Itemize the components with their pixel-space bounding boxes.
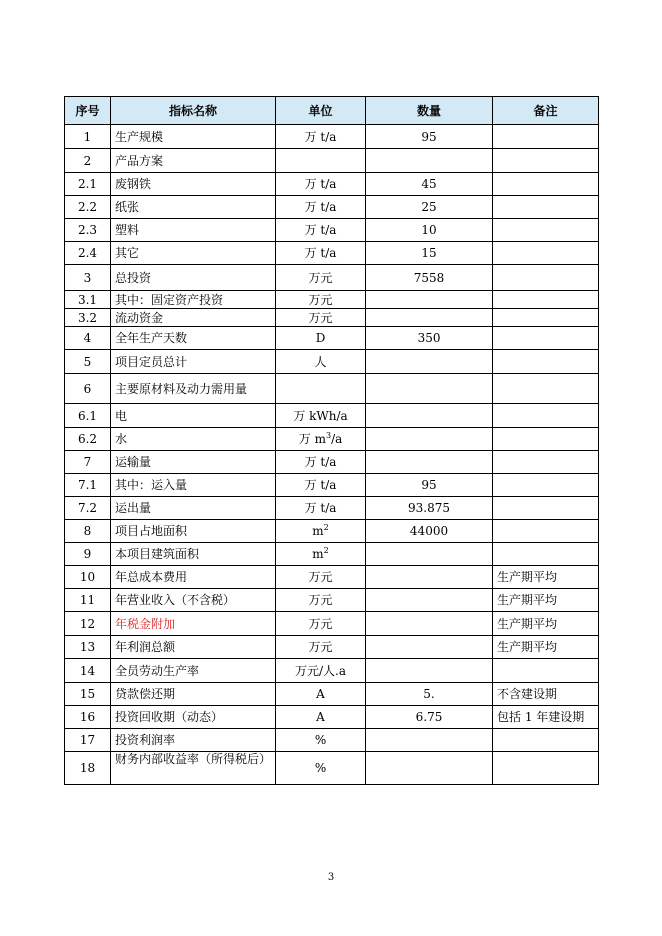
table-row [65,706,599,729]
row-no: 7 [65,451,111,474]
row-unit: 万 t/a [276,451,366,474]
row-qty [366,636,493,659]
table-row [65,428,599,451]
table-row [65,636,599,659]
row-note [493,374,599,404]
row-name: 总投资 [111,265,276,291]
unit-sup: 2 [323,546,329,555]
row-unit: 万元 [276,566,366,589]
unit-main: m [312,547,324,561]
row-name: 财务内部收益率（所得税后） [111,752,276,785]
row-note [493,219,599,242]
row-note [493,497,599,520]
row-qty [366,404,493,428]
row-unit [276,543,366,566]
row-qty [366,350,493,374]
row-unit [276,428,366,451]
table-row [65,497,599,520]
row-name: 电 [111,404,276,428]
row-unit: 万元/人.a [276,659,366,683]
row-no: 7.2 [65,497,111,520]
row-no: 4 [65,327,111,350]
table-row [65,612,599,636]
row-qty [366,309,493,327]
row-name: 项目占地面积 [111,520,276,543]
row-qty [366,428,493,451]
row-unit: 万 t/a [276,196,366,219]
header-no: 序号 [65,97,111,125]
row-note: 包括 1 年建设期 [493,706,599,729]
table-row [65,173,599,196]
row-qty: 5. [366,683,493,706]
row-qty [366,374,493,404]
row-qty: 6.75 [366,706,493,729]
row-note [493,404,599,428]
row-no: 15 [65,683,111,706]
row-qty [366,543,493,566]
row-note [493,729,599,752]
row-name: 全员劳动生产率 [111,659,276,683]
row-note: 生产期平均 [493,589,599,612]
row-qty: 7558 [366,265,493,291]
row-no: 11 [65,589,111,612]
table-header-row [65,97,599,125]
row-note [493,173,599,196]
row-note [493,543,599,566]
row-name: 主要原材料及动力需用量 [111,374,276,404]
row-name: 其中：运入量 [111,474,276,497]
row-note [493,149,599,173]
row-qty: 93.875 [366,497,493,520]
row-unit: 万 t/a [276,173,366,196]
row-no: 12 [65,612,111,636]
row-qty: 350 [366,327,493,350]
row-qty: 95 [366,125,493,149]
row-name: 项目定员总计 [111,350,276,374]
row-unit: 万元 [276,309,366,327]
row-name: 纸张 [111,196,276,219]
row-no: 8 [65,520,111,543]
row-unit: D [276,327,366,350]
row-no: 2.4 [65,242,111,265]
row-unit: 万 t/a [276,242,366,265]
row-name: 产品方案 [111,149,276,173]
table-row [65,350,599,374]
row-no: 3.2 [65,309,111,327]
table-row [65,659,599,683]
row-unit: 人 [276,350,366,374]
header-qty: 数量 [366,97,493,125]
row-no: 6 [65,374,111,404]
row-note [493,428,599,451]
unit-main: m [312,524,324,538]
unit-sup: 2 [323,523,329,532]
table-row [65,543,599,566]
table-row [65,125,599,149]
table-row [65,589,599,612]
row-name: 塑料 [111,219,276,242]
row-name: 本项目建筑面积 [111,543,276,566]
table-row [65,752,599,785]
row-qty: 45 [366,173,493,196]
row-note [493,451,599,474]
unit-sup: 3 [325,431,332,440]
row-no: 14 [65,659,111,683]
row-no: 17 [65,729,111,752]
row-unit: 万 t/a [276,497,366,520]
row-name: 投资回收期（动态） [111,706,276,729]
row-qty [366,612,493,636]
row-unit: 万元 [276,612,366,636]
row-no: 1 [65,125,111,149]
row-note: 生产期平均 [493,566,599,589]
header-name: 指标名称 [111,97,276,125]
row-no: 5 [65,350,111,374]
row-qty: 44000 [366,520,493,543]
row-note [493,752,599,785]
table-row [65,566,599,589]
table-row [65,242,599,265]
row-unit: 万 t/a [276,219,366,242]
row-note [493,242,599,265]
row-note [493,309,599,327]
row-name-highlighted: 年税金附加 [111,612,276,636]
row-unit: A [276,706,366,729]
row-unit [276,520,366,543]
row-name: 流动资金 [111,309,276,327]
table-row [65,404,599,428]
row-name: 贷款偿还期 [111,683,276,706]
row-name: 其中：固定资产投资 [111,291,276,309]
row-unit: 万 t/a [276,125,366,149]
row-name: 废钢铁 [111,173,276,196]
row-note: 生产期平均 [493,636,599,659]
row-unit: 万元 [276,636,366,659]
table-row [65,729,599,752]
header-note: 备注 [493,97,599,125]
row-name: 生产规模 [111,125,276,149]
row-no: 3.1 [65,291,111,309]
table-row [65,683,599,706]
row-note [493,350,599,374]
row-no: 16 [65,706,111,729]
table-row [65,474,599,497]
header-unit: 单位 [276,97,366,125]
row-name: 年营业收入（不含税） [111,589,276,612]
row-qty [366,291,493,309]
row-name: 年总成本费用 [111,566,276,589]
table-row [65,309,599,327]
row-qty [366,566,493,589]
table-row [65,265,599,291]
row-note: 生产期平均 [493,612,599,636]
row-unit: 万元 [276,589,366,612]
page-number: 3 [327,872,335,883]
row-unit: 万 kWh/a [276,404,366,428]
row-name: 运输量 [111,451,276,474]
row-no: 2 [65,149,111,173]
table-row [65,196,599,219]
table-row [65,327,599,350]
row-note [493,327,599,350]
row-note: 不含建设期 [493,683,599,706]
row-unit: % [276,752,366,785]
table-row [65,291,599,309]
row-note [493,265,599,291]
table-row [65,451,599,474]
row-qty [366,149,493,173]
row-unit: 万 t/a [276,474,366,497]
row-unit [276,149,366,173]
row-note [493,196,599,219]
row-no: 13 [65,636,111,659]
table-row [65,149,599,173]
row-no: 6.2 [65,428,111,451]
row-qty: 10 [366,219,493,242]
row-no: 6.1 [65,404,111,428]
row-no: 3 [65,265,111,291]
row-no: 2.3 [65,219,111,242]
unit-main: 万 m [298,432,326,446]
row-note [493,520,599,543]
row-no: 2.2 [65,196,111,219]
row-name: 全年生产天数 [111,327,276,350]
row-unit: 万元 [276,265,366,291]
row-unit [276,374,366,404]
row-qty [366,451,493,474]
row-qty [366,659,493,683]
row-unit: 万元 [276,291,366,309]
unit-tail: /a [331,432,343,446]
row-qty [366,589,493,612]
row-no: 9 [65,543,111,566]
row-qty [366,752,493,785]
row-qty [366,729,493,752]
row-no: 18 [65,752,111,785]
row-qty: 25 [366,196,493,219]
row-unit: % [276,729,366,752]
table-row [65,219,599,242]
row-no: 2.1 [65,173,111,196]
row-name: 年利润总额 [111,636,276,659]
row-unit: A [276,683,366,706]
row-no: 7.1 [65,474,111,497]
row-qty: 15 [366,242,493,265]
row-name: 其它 [111,242,276,265]
row-name: 投资利润率 [111,729,276,752]
indicator-table [64,96,599,785]
table-row [65,520,599,543]
row-note [493,125,599,149]
row-no: 10 [65,566,111,589]
row-note [493,659,599,683]
row-note [493,291,599,309]
row-note [493,474,599,497]
table-row [65,374,599,404]
row-name: 运出量 [111,497,276,520]
row-qty: 95 [366,474,493,497]
row-name: 水 [111,428,276,451]
